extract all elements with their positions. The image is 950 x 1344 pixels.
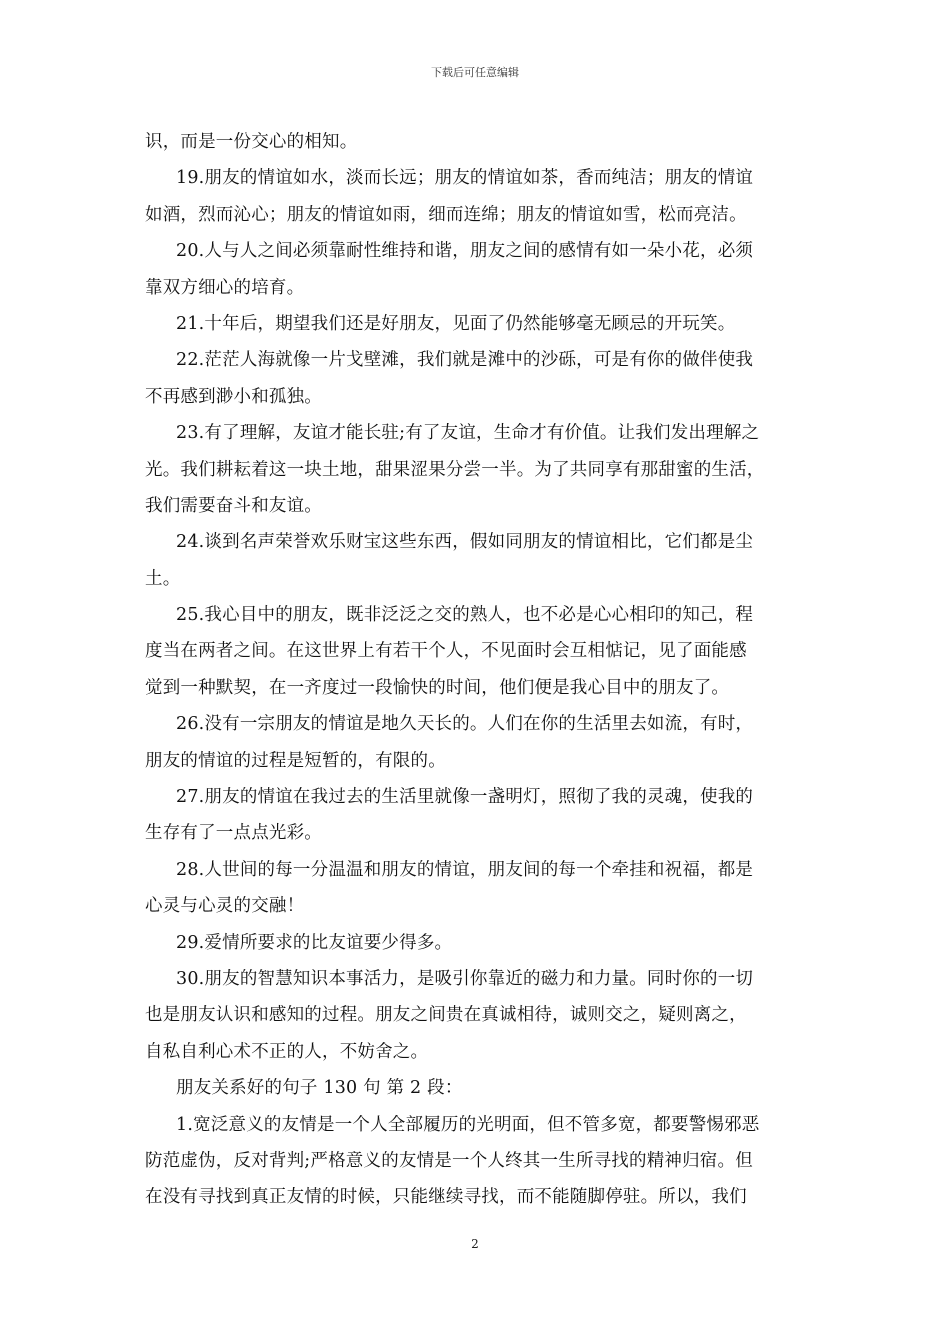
text-line: 28.人世间的每一分温温和朋友的情谊，朋友间的每一个牵挂和祝福，都是 — [176, 859, 754, 880]
text-line: 26.没有一宗朋友的情谊是地久天长的。人们在你的生活里去如流，有时， — [176, 714, 754, 735]
text-line: 27.朋友的情谊在我过去的生活里就像一盏明灯，照彻了我的灵魂，使我的 — [176, 787, 754, 808]
text-line: 21.十年后，期望我们还是好朋友，见面了仍然能够毫无顾忌的开玩笑。 — [176, 313, 736, 334]
text-line: 防范虚伪，反对背判;严格意义的友情是一个人终其一生所寻找的精神归宿。但 — [145, 1150, 753, 1171]
text-line: 24.谈到名声荣誉欢乐财宝这些东西，假如同朋友的情谊相比，它们都是尘 — [176, 532, 754, 553]
text-line: 不再感到渺小和孤独。 — [145, 386, 322, 407]
text-line: 靠双方细心的培育。 — [145, 277, 305, 298]
text-line: 如酒，烈而沁心；朋友的情谊如雨，细而连绵；朋友的情谊如雪，松而亮洁。 — [145, 204, 747, 225]
text-line: 20.人与人之间必须靠耐性维持和谐，朋友之间的感情有如一朵小花，必须 — [176, 241, 754, 262]
text-line: 识，而是一份交心的相知。 — [145, 132, 358, 152]
text-line: 22.茫茫人海就像一片戈壁滩，我们就是滩中的沙砾，可是有你的做伴使我 — [176, 350, 754, 371]
text-line: 自私自利心术不正的人，不妨舍之。 — [145, 1041, 429, 1062]
text-line: 度当在两者之间。在这世界上有若干个人，不见面时会互相惦记，见了面能感 — [145, 641, 747, 662]
text-line: 23.有了理解，友谊才能长驻;有了友谊，生命才有价值。让我们发出理解之 — [176, 423, 760, 444]
text-line: 29.爱情所要求的比友谊要少得多。 — [176, 932, 453, 953]
text-line: 朋友关系好的句子 130 句 第 2 段： — [176, 1078, 463, 1099]
text-line: 30.朋友的智慧知识本事活力，是吸引你靠近的磁力和力量。同时你的一切 — [176, 968, 754, 989]
text-line: 朋友的情谊的过程是短暂的，有限的。 — [145, 750, 446, 771]
text-line: 19.朋友的情谊如水，淡而长远；朋友的情谊如茶，香而纯洁；朋友的情谊 — [176, 168, 754, 189]
text-line: 觉到一种默契，在一齐度过一段愉快的时间，他们便是我心目中的朋友了。 — [145, 677, 730, 698]
text-line: 土。 — [145, 568, 181, 589]
text-line: 光。我们耕耘着这一块土地，甜果涩果分尝一半。为了共同享有那甜蜜的生活， — [145, 459, 765, 480]
text-line: 25.我心目中的朋友，既非泛泛之交的熟人，也不必是心心相印的知己，程 — [176, 605, 754, 626]
page-header: 下载后可任意编辑 — [431, 66, 519, 79]
text-line: 生存有了一点点光彩。 — [145, 823, 322, 844]
text-line: 在没有寻找到真正友情的时候，只能继续寻找，而不能随脚停驻。所以，我们 — [145, 1187, 747, 1208]
text-line: 心灵与心灵的交融！ — [145, 896, 305, 917]
text-line: 也是朋友认识和感知的过程。朋友之间贵在真诚相待，诚则交之，疑则离之， — [145, 1005, 747, 1026]
text-line: 我们需要奋斗和友谊。 — [145, 495, 322, 516]
page-number: 2 — [471, 1237, 479, 1251]
document-body — [145, 124, 807, 1216]
text-line: 1.宽泛意义的友情是一个人全部履历的光明面，但不管多宽，都要警惕邪恶 — [176, 1114, 760, 1135]
